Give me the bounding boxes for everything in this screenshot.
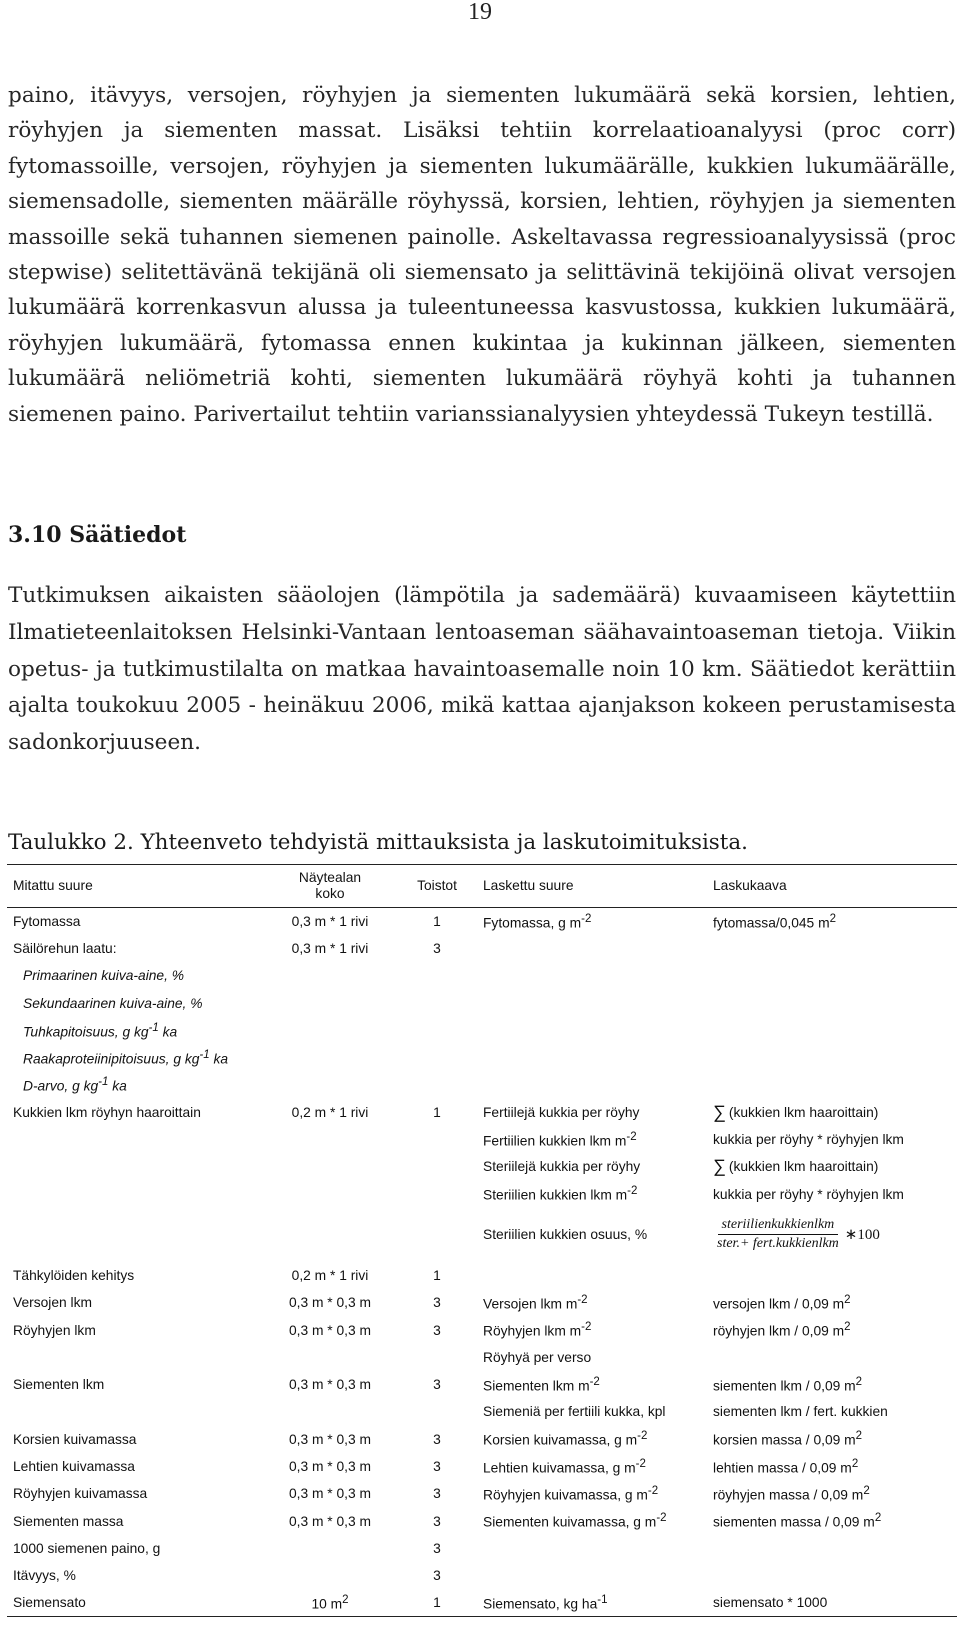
cell-reps: 1 bbox=[433, 913, 441, 929]
table-header bbox=[7, 865, 957, 908]
cell-reps: 1 bbox=[433, 1595, 441, 1611]
header-sample-line1: Näytealan bbox=[298, 870, 362, 885]
cell-measured: Röyhyjen kuivamassa bbox=[13, 1486, 148, 1502]
cell-calculated bbox=[477, 1589, 707, 1616]
formula-sup: 2 bbox=[874, 1512, 882, 1525]
cell-sample bbox=[263, 1589, 397, 1616]
calc-sup: -2 bbox=[626, 1130, 637, 1143]
calc-sup: -2 bbox=[627, 1185, 638, 1198]
calc-sup: -2 bbox=[647, 1484, 659, 1497]
cell-calculated: Röyhyä per verso bbox=[483, 1349, 592, 1365]
table-row bbox=[7, 1480, 957, 1507]
calc-sup: -1 bbox=[597, 1593, 608, 1606]
cell-sample: 0,3 m * 0,3 m bbox=[288, 1377, 372, 1393]
table-row bbox=[7, 908, 957, 935]
cell-formula bbox=[707, 1316, 957, 1343]
cell-formula bbox=[707, 1480, 957, 1507]
table-row bbox=[7, 1426, 957, 1453]
calc-text: Korsien kuivamassa, g m bbox=[483, 1432, 638, 1448]
table-row bbox=[7, 1398, 957, 1425]
formula-text: röyhyjen lkm / 0,09 m bbox=[713, 1323, 845, 1339]
table-row bbox=[7, 1453, 957, 1480]
cell-measured-sub bbox=[7, 1017, 263, 1044]
measured-suffix: ka bbox=[209, 1051, 229, 1067]
table-row bbox=[7, 962, 957, 989]
cell-calculated: Fertiilejä kukkia per röyhy bbox=[483, 1104, 640, 1120]
cell-sample: 0,3 m * 0,3 m bbox=[288, 1458, 372, 1474]
cell-calculated bbox=[477, 1480, 707, 1507]
table-row bbox=[7, 1044, 957, 1071]
measured-sup: -1 bbox=[98, 1076, 109, 1089]
measured-text: Tuhkapitoisuus, g kg bbox=[23, 1024, 149, 1040]
formula-text: (kukkien lkm haaroittain) bbox=[728, 1104, 879, 1120]
page-number: 19 bbox=[468, 0, 492, 25]
table-row bbox=[7, 1316, 957, 1343]
calc-sup: -2 bbox=[577, 1293, 588, 1306]
cell-calculated bbox=[477, 1371, 707, 1398]
calc-sup: -2 bbox=[589, 1375, 600, 1388]
calc-text: Fytomassa, g m bbox=[483, 915, 582, 931]
formula-text: fytomassa/0,045 m bbox=[713, 915, 830, 931]
cell-formula bbox=[707, 1099, 957, 1126]
section-heading: 3.10 Säätiedot bbox=[8, 522, 187, 548]
calc-sup: -2 bbox=[581, 1321, 592, 1334]
cell-reps: 3 bbox=[433, 1458, 441, 1474]
formula-sup: 2 bbox=[829, 912, 836, 925]
formula-sup: 2 bbox=[844, 1321, 851, 1334]
calc-text: Fertiilien kukkien lkm m bbox=[483, 1133, 627, 1149]
header-measured: Mitattu suure bbox=[13, 878, 93, 893]
header-calculated: Laskettu suure bbox=[483, 878, 574, 893]
formula-text: lehtien massa / 0,09 m bbox=[713, 1460, 852, 1476]
cell-sample: 0,3 m * 0,3 m bbox=[288, 1322, 372, 1338]
header-sample-line2: koko bbox=[315, 886, 345, 901]
calc-text: Röyhyjen kuivamassa, g m bbox=[483, 1487, 648, 1503]
cell-sample: 0,3 m * 0,3 m bbox=[288, 1295, 372, 1311]
measured-suffix: ka bbox=[158, 1024, 178, 1040]
cell-calculated bbox=[477, 1289, 707, 1316]
calc-text: Lehtien kuivamassa, g m bbox=[483, 1460, 636, 1476]
cell-formula bbox=[707, 1453, 957, 1480]
formula-sup: 2 bbox=[855, 1375, 863, 1388]
formula-text: versojen lkm / 0,09 m bbox=[713, 1296, 845, 1312]
fraction-formula bbox=[713, 1216, 843, 1253]
table-row bbox=[7, 1289, 957, 1316]
cell-measured: Itävyys, % bbox=[13, 1568, 76, 1584]
cell-calculated bbox=[477, 1507, 707, 1534]
calc-text: Siementen kuivamassa, g m bbox=[483, 1514, 657, 1530]
calc-sup: -2 bbox=[656, 1512, 667, 1525]
table-row bbox=[7, 1262, 957, 1289]
cell-calculated bbox=[477, 908, 707, 935]
cell-formula bbox=[707, 1507, 957, 1534]
measurements-table bbox=[7, 864, 957, 1617]
formula-text: siementen massa / 0,09 m bbox=[713, 1514, 875, 1530]
formula-sup: 2 bbox=[863, 1484, 870, 1497]
cell-calculated bbox=[477, 1126, 707, 1153]
cell-reps: 3 bbox=[433, 1295, 441, 1311]
header-sample-size bbox=[263, 865, 397, 908]
cell-formula: kukkia per röyhy * röyhyjen lkm bbox=[713, 1186, 904, 1202]
sample-sup: 2 bbox=[342, 1593, 349, 1606]
sum-symbol: ∑ bbox=[713, 1101, 726, 1122]
table-row bbox=[7, 1507, 957, 1534]
fraction-numerator: steriilienkukkienlkm bbox=[718, 1216, 839, 1235]
cell-measured: Kukkien lkm röyhyn haaroittain bbox=[13, 1104, 201, 1120]
table-row bbox=[7, 989, 957, 1016]
cell-calculated bbox=[477, 1180, 707, 1207]
cell-measured: Fytomassa bbox=[13, 913, 81, 929]
cell-sample: 0,3 m * 1 rivi bbox=[291, 913, 369, 929]
calc-text: Siemensato, kg ha bbox=[483, 1596, 598, 1612]
cell-calculated: Steriilejä kukkia per röyhy bbox=[483, 1159, 641, 1175]
sample-text: 10 m bbox=[311, 1596, 343, 1612]
formula-text: siementen lkm / 0,09 m bbox=[713, 1378, 856, 1394]
formula-text: korsien massa / 0,09 m bbox=[713, 1432, 856, 1448]
cell-sample: 0,2 m * 1 rivi bbox=[291, 1104, 369, 1120]
fraction-denominator: ster.+ fert.kukkienlkm bbox=[717, 1236, 839, 1252]
cell-calculated bbox=[477, 1453, 707, 1480]
table-row bbox=[7, 1562, 957, 1589]
formula-sup: 2 bbox=[844, 1293, 851, 1306]
cell-measured-sub: Sekundaarinen kuiva-aine, % bbox=[23, 995, 203, 1011]
cell-formula bbox=[707, 1371, 957, 1398]
measured-sup: -1 bbox=[148, 1021, 159, 1034]
table-row bbox=[7, 1126, 957, 1153]
cell-reps: 3 bbox=[433, 1540, 441, 1556]
cell-reps: 3 bbox=[433, 1377, 441, 1393]
cell-formula: kukkia per röyhy * röyhyjen lkm bbox=[713, 1132, 904, 1148]
sum-symbol: ∑ bbox=[713, 1156, 726, 1177]
cell-reps: 1 bbox=[433, 1104, 441, 1120]
table-row bbox=[7, 1180, 957, 1207]
cell-formula bbox=[707, 1153, 957, 1180]
cell-measured-sub bbox=[7, 1071, 263, 1098]
cell-measured: Siemensato bbox=[13, 1595, 86, 1611]
calc-sup: -2 bbox=[581, 912, 592, 925]
cell-calculated bbox=[477, 1426, 707, 1453]
cell-reps: 3 bbox=[433, 1513, 441, 1529]
formula-text: (kukkien lkm haaroittain) bbox=[728, 1159, 879, 1175]
cell-calculated: Siemeniä per fertiili kukka, kpl bbox=[483, 1404, 666, 1420]
header-formula: Laskukaava bbox=[713, 878, 787, 893]
table-caption: Taulukko 2. Yhteenveto tehdyistä mittauksista ja laskutoimituksista. bbox=[8, 830, 748, 855]
cell-measured-sub bbox=[7, 1044, 263, 1071]
calc-text: Röyhyjen lkm m bbox=[483, 1323, 582, 1339]
table-row bbox=[7, 1535, 957, 1562]
cell-reps: 3 bbox=[433, 1431, 441, 1447]
cell-calculated: Steriilien kukkien osuus, % bbox=[483, 1227, 648, 1243]
table-row bbox=[7, 935, 957, 962]
calc-text: Versojen lkm m bbox=[483, 1296, 578, 1312]
cell-calculated bbox=[477, 1316, 707, 1343]
cell-formula bbox=[707, 908, 957, 935]
table-row bbox=[7, 1208, 957, 1262]
cell-measured: Siementen lkm bbox=[13, 1377, 105, 1393]
cell-sample: 0,2 m * 1 rivi bbox=[291, 1267, 369, 1283]
measured-suffix: ka bbox=[108, 1078, 127, 1094]
measured-sup: -1 bbox=[199, 1048, 210, 1061]
cell-reps: 3 bbox=[433, 1568, 441, 1584]
cell-formula: siemensato * 1000 bbox=[713, 1595, 828, 1611]
cell-measured: Versojen lkm bbox=[13, 1295, 92, 1311]
table-row bbox=[7, 1017, 957, 1044]
body-paragraph-methods: paino, itävyys, versojen, röyhyjen ja siementen lukumäärä sekä korsien, lehtien, röyhyjen ja siementen massat. Lisäksi tehtiin korrelaatioanalyysi (proc corr) fytomassoille, versojen, röyhyjen ja siementen lukumäärälle, kukkien lukumäärälle, siemensadolle, siementen määrälle röyhyssä, korsien, lehtien, röyhyjen ja siementen massoille sekä tuhannen siemenen painolle. Askeltavassa regressioanalyysissä (proc stepwise) selitettävänä tekijänä oli siemensato ja selittävinä tekijöinä olivat versojen lukumäärä korrenkasvun alussa ja tuleentuneessa kasvustossa, kukkien lukumäärä, röyhyjen lukumäärä, fytomassa ennen kukintaa ja kukinnan jälkeen, siementen lukumäärä neliömetriä kohti, siementen lukumäärä röyhyä kohti ja tuhannen siemenen paino. Parivertailut tehtiin varianssianalyysien yhteydessä Tukeyn testillä. bbox=[8, 83, 956, 427]
cell-measured: Säilörehun laatu: bbox=[13, 940, 117, 956]
table-row bbox=[7, 1589, 957, 1616]
cell-reps: 3 bbox=[433, 940, 441, 956]
cell-measured: 1000 siemenen paino, g bbox=[13, 1540, 161, 1556]
formula-sup: 2 bbox=[851, 1457, 859, 1470]
cell-measured: Siementen massa bbox=[13, 1513, 124, 1529]
cell-sample: 0,3 m * 0,3 m bbox=[288, 1431, 372, 1447]
formula-sup: 2 bbox=[855, 1430, 863, 1443]
cell-sample: 0,3 m * 0,3 m bbox=[288, 1513, 372, 1529]
cell-formula: siementen lkm / fert. kukkien bbox=[713, 1404, 888, 1420]
cell-measured: Tähkylöiden kehitys bbox=[13, 1267, 135, 1283]
cell-reps: 3 bbox=[433, 1322, 441, 1338]
cell-formula bbox=[707, 1426, 957, 1453]
cell-measured: Röyhyjen lkm bbox=[13, 1322, 96, 1338]
table-row bbox=[7, 1371, 957, 1398]
measured-text: D-arvo, g kg bbox=[23, 1078, 99, 1094]
table-row bbox=[7, 1344, 957, 1371]
measured-text: Raakaproteiinipitoisuus, g kg bbox=[23, 1051, 200, 1067]
cell-measured: Lehtien kuivamassa bbox=[13, 1458, 135, 1474]
table-row bbox=[7, 1153, 957, 1180]
fraction-multiplier: ∗100 bbox=[844, 1227, 880, 1244]
cell-formula bbox=[707, 1208, 957, 1262]
table-row bbox=[7, 1099, 957, 1126]
cell-reps: 3 bbox=[433, 1486, 441, 1502]
cell-measured-sub: Primaarinen kuiva-aine, % bbox=[23, 968, 185, 984]
cell-formula bbox=[707, 1289, 957, 1316]
calc-text: Siementen lkm m bbox=[483, 1378, 590, 1394]
calc-sup: -2 bbox=[637, 1430, 648, 1443]
cell-reps: 1 bbox=[433, 1267, 441, 1283]
calc-text: Steriilien kukkien lkm m bbox=[483, 1187, 628, 1203]
cell-sample: 0,3 m * 1 rivi bbox=[291, 940, 369, 956]
body-paragraph-weather: Tutkimuksen aikaisten sääolojen (lämpötila ja sademäärä) kuvaamiseen käytettiin Ilmatieteenlaitoksen Helsinki-Vantaan lentoaseman säähavaintoaseman tietoja. Viikin opetus- ja tutkimustilalta on matkaa havaintoasemalle noin 10 km. Säätiedot kerättiin ajalta toukokuu 2005 - heinäkuu 2006, mikä kattaa ajanjakson kokeen perustamisesta sadonkorjuuseen. bbox=[8, 583, 956, 756]
table-row bbox=[7, 1071, 957, 1098]
formula-text: röyhyjen massa / 0,09 m bbox=[713, 1487, 864, 1503]
calc-sup: -2 bbox=[635, 1457, 646, 1470]
cell-sample: 0,3 m * 0,3 m bbox=[288, 1486, 372, 1502]
header-reps: Toistot bbox=[417, 878, 457, 893]
cell-measured: Korsien kuivamassa bbox=[13, 1431, 137, 1447]
